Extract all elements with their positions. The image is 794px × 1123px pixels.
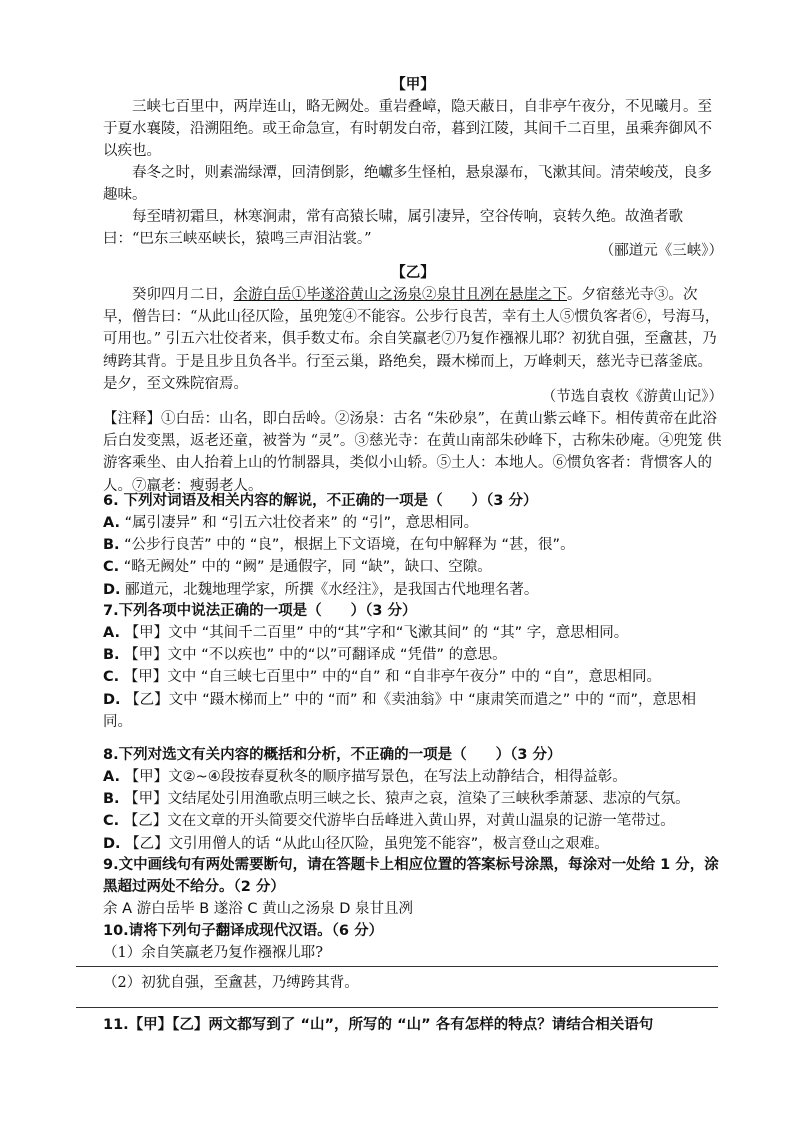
q6-option-a: A. “属引凄异” 和 “引五六壮佼者来” 的 “引”，意思相同。 bbox=[103, 515, 479, 531]
yi-source: （节选自袁枚《游黄山记》） bbox=[541, 389, 723, 405]
q7-option-c: C. 【甲】文中 “自三峡七百里中” 中的“自” 和 “自非亭午夜分” 中的 “自”，意思相同。 bbox=[103, 669, 662, 686]
yi-text-rest: 。夕宿慈光寺③。次早，僧告曰：“从此山径仄险，虽兜笼④不能容。公步行良苦，幸有土人⑤惯负客者⑥，号海马，可用也。” 引五六壮佼者来，俱手数丈布。余自笑羸老⑦乃复作襁褓儿耶？初犹自强，至盦甚，乃缚跨其背。于是且步且负各半。行至云巢，路绝矣，蹑木梯而上，万峰刺天，慈光寺已落釜底。是夕，至文殊院宿焉。 bbox=[103, 287, 720, 392]
question-10-sentence-2: （2）初犹自强，至盦甚，乃缚跨其背。 bbox=[103, 975, 359, 991]
question-7-options bbox=[103, 622, 723, 733]
jia-heading: 【甲】 bbox=[391, 76, 435, 93]
underlined-sentence: 余游白岳①毕遂浴黄山之汤泉②泉甘且冽在悬崖之下 bbox=[233, 287, 567, 303]
question-11-stem: 11.【甲】【乙】两文都写到了 “山”，所写的 “山” 各有怎样的特点？请结合相关语句 bbox=[103, 1017, 654, 1033]
question-8-options bbox=[103, 766, 723, 855]
question-9-answer-choices: 余 A 游白岳毕 B 遂浴 C 黄山之汤泉 D 泉甘且冽 bbox=[103, 901, 414, 917]
jia-paragraph-1: 三峡七百里中，两岸连山，略无阙处。重岩叠嶂，隐天蔽日，自非亭午夜分，不见曦月。至于夏水襄陵，沿溯阻绝。或王命急宣，有时朝发白帝，暮到江陵，其间千二百里，虽乘奔御风不以疾也。 bbox=[103, 99, 712, 160]
yi-paragraph bbox=[103, 284, 723, 395]
q6-option-c: C. “略无阙处” 中的 “阙” 是通假字，同 “缺”，缺口、空隙。 bbox=[103, 559, 492, 576]
q8-option-b: B. 【甲】文结尾处引用渔歌点明三峡之长、猿声之哀，渲染了三峡秋季萧瑟、悲凉的气氛。 bbox=[103, 791, 690, 808]
question-8-stem: 8.下列对选文有关内容的概括和分析，不正确的一项是（ ）（3 分） bbox=[103, 747, 562, 763]
q8-option-d: D. 【乙】文引用僧人的话 “从此山径仄险，虽兜笼不能容”，极言登山之艰难。 bbox=[103, 835, 609, 852]
annotations: 【注释】①白岳：山名，即白岳岭。②汤泉：古名 “朱砂泉”，在黄山紫云峰下。相传黄帝在此浴后白发变黑，返老还童，被誉为 “灵”。③慈光寺：在黄山南部朱砂峰下，古称朱砂庵。④兜笼 供游客乘坐、由人抬着上山的竹制器具，类似小山轿。⑤土人：本地人。⑥惯负客者：背惯客人的人。⑦羸老：瘦弱老人。 bbox=[103, 411, 722, 494]
question-9-stem: 9.文中画线句有两处需要断句，请在答题卡上相应位置的答案标号涂黑，每涂对一处给 1 分，涂黑超过两处不给分。（2 分） bbox=[103, 857, 719, 896]
question-6-options bbox=[103, 512, 723, 601]
answer-line-1 bbox=[76, 966, 718, 967]
question-10-stem: 10.请将下列句子翻译成现代汉语。（6 分） bbox=[103, 923, 384, 939]
q7-option-b: B. 【甲】文中 “不以疾也” 中的“以”可翻译成 “凭借” 的意思。 bbox=[103, 647, 507, 664]
jia-paragraph-3: 每至晴初霜旦，林寒涧肃，常有高猿长啸，属引凄异，空谷传响，哀转久绝。故渔者歌曰：“巴东三峡巫峡长，猿鸣三声泪沾裳。” bbox=[103, 209, 683, 248]
q6-option-d: D. 郦道元，北魏地理学家，所撰《水经注》，是我国古代地理名著。 bbox=[103, 581, 539, 598]
question-10-sentence-1: （1）余自笑羸老乃复作襁褓儿耶? bbox=[103, 945, 323, 961]
jia-source: （郦道元《三峡》） bbox=[599, 243, 723, 259]
yi-text-start: 癸卯四月二日， bbox=[132, 287, 234, 303]
q7-option-a: A. 【甲】文中 “其间千二百里” 中的“其”字和“飞漱其间” 的 “其” 字，意思相同。 bbox=[103, 625, 629, 641]
question-6-stem: 6. 下列对词语及相关内容的解说，不正确的一项是（ ）（3 分） bbox=[103, 493, 538, 509]
q6-option-b: B. “公步行良苦” 中的 “良”，根据上下文语境，在句中解释为 “甚，很”。 bbox=[103, 537, 575, 554]
question-7-stem: 7.下列各项中说法正确的一项是（ ）（3 分） bbox=[103, 603, 417, 619]
yi-heading: 【乙】 bbox=[391, 264, 435, 281]
jia-paragraph-2: 春冬之时，则素湍绿潭，回清倒影，绝巘多生怪柏，悬泉瀑布，飞漱其间。清荣峻茂，良多趣味。 bbox=[103, 165, 712, 204]
q8-option-c: C. 【乙】文在文章的开头简要交代游毕白岳峰进入黄山界，对黄山温泉的记游一笔带过。 bbox=[103, 813, 675, 830]
q8-option-a: A. 【甲】文②~④段按春夏秋冬的顺序描写景色，在写法上动静结合，相得益彰。 bbox=[103, 769, 627, 785]
answer-line-2 bbox=[76, 1007, 718, 1008]
q7-option-d: D. 【乙】文中 “蹑木梯而上” 中的 “而” 和《卖油翁》中 “康肃笑而遣之” 中的 “而”，意思相同。 bbox=[103, 691, 697, 730]
